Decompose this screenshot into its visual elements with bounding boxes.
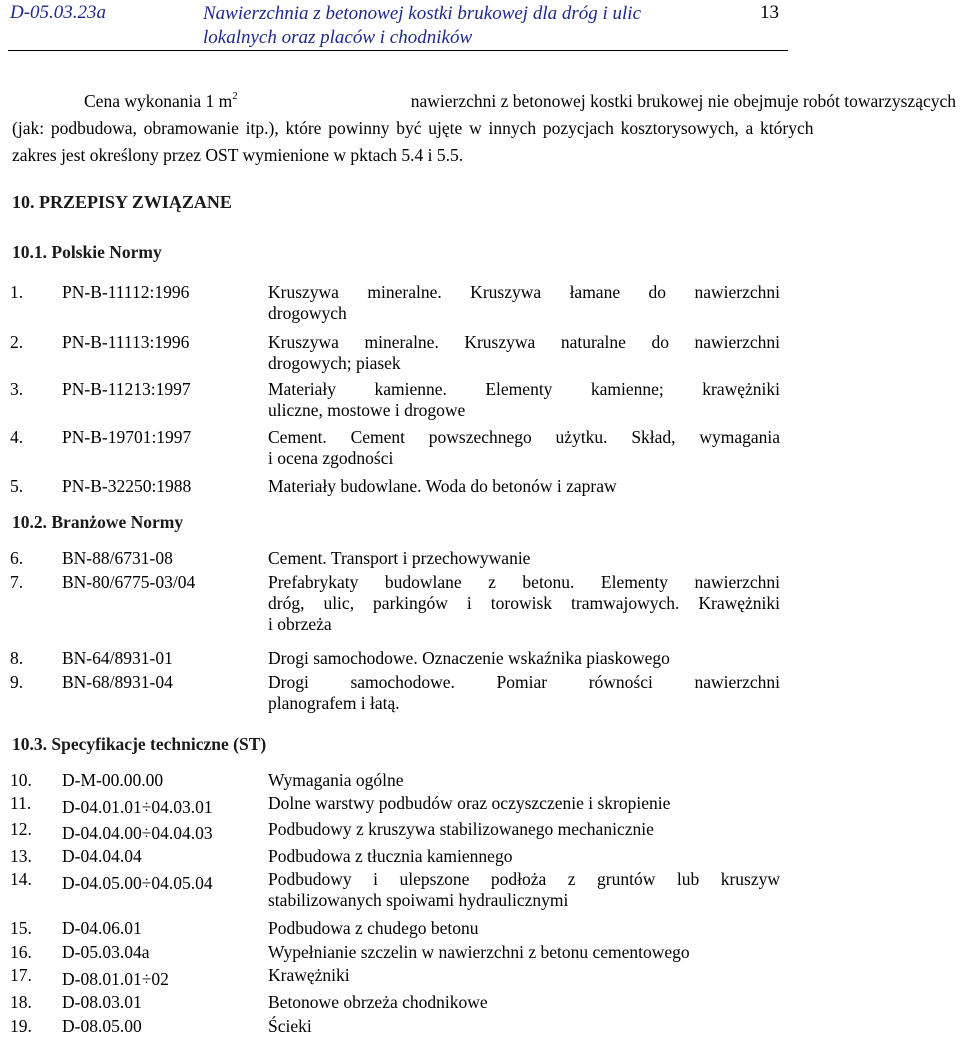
spec-code: D-04.04.00÷04.04.03 [62, 823, 213, 843]
norm-description [268, 548, 780, 569]
item-number: 5. [10, 476, 24, 496]
spec-description: Krawężniki [268, 965, 350, 985]
intro-text-b: nawierzchni z betonowej kostki brukowej nie obejmuje robót towarzyszących [410, 91, 956, 111]
spec-description: Betonowe obrzeża chodnikowe [268, 992, 488, 1012]
item-number: 14. [10, 869, 32, 889]
description-line: i ocena zgodności [268, 448, 394, 468]
description-line: stabilizowanych spoiwami hydraulicznymi [268, 890, 569, 910]
description-line: i obrzeża [268, 614, 332, 634]
item-number: 17. [10, 965, 32, 985]
norm-description [268, 476, 780, 497]
description-line: drogowych; piasek [268, 353, 401, 373]
spec-description [268, 869, 780, 911]
description-line: Podbudowy i ulepszone podłoża z gruntów lub kruszyw [268, 869, 780, 889]
item-number: 3. [10, 379, 24, 399]
item-number: 10. [10, 770, 32, 790]
item-number: 6. [10, 548, 24, 568]
intro-paragraph [12, 88, 956, 169]
item-number: 8. [10, 648, 24, 668]
description-line: Drogi samochodowe. Oznaczenie wskaźnika piaskowego [268, 648, 670, 668]
norm-code: PN-B-11213:1997 [62, 379, 191, 399]
document-title [203, 2, 641, 50]
description-line: Kruszywa mineralne. Kruszywa naturalne do nawierzchni [268, 332, 780, 352]
spec-code: D-08.05.00 [62, 1016, 142, 1036]
item-number: 2. [10, 332, 24, 352]
spec-description: Ścieki [268, 1016, 312, 1036]
item-number: 11. [10, 793, 32, 813]
item-number: 1. [10, 282, 24, 302]
intro-line-2 [12, 115, 956, 142]
item-number: 4. [10, 427, 24, 447]
section-heading-10: 10. PRZEPISY ZWIĄZANE [12, 192, 232, 212]
spec-code: D-04.04.04 [62, 846, 142, 866]
norm-description [268, 379, 780, 421]
item-number: 18. [10, 992, 32, 1012]
spec-description: Wymagania ogólne [268, 770, 404, 790]
document-code: D-05.03.23a [10, 2, 107, 23]
description-line: Cement. Transport i przechowywanie [268, 548, 531, 568]
description-line: Drogi samochodowe. Pomiar równości nawierzchni [268, 672, 780, 692]
norm-code: BN-88/6731-08 [62, 548, 173, 568]
spec-code: D-05.03.04a [62, 942, 150, 962]
norm-code: PN-B-32250:1988 [62, 476, 192, 496]
page-header [8, 2, 788, 51]
spec-code: D-08.01.01÷02 [62, 969, 169, 989]
document-title-line-2: lokalnych oraz placów i chodników [203, 27, 473, 48]
norm-description [268, 427, 780, 469]
spec-code: D-04.06.01 [62, 918, 142, 938]
spec-description: Wypełnianie szczelin w nawierzchni z betonu cementowego [268, 942, 690, 962]
description-line: Kruszywa mineralne. Kruszywa łamane do nawierzchni [268, 282, 780, 302]
description-line: Cement. Cement powszechnego użytku. Skład, wymagania [268, 427, 780, 447]
spec-code: D-M-00.00.00 [62, 770, 164, 790]
item-number: 9. [10, 672, 24, 692]
section-heading-10-1: 10.1. Polskie Normy [12, 242, 162, 262]
section-heading-10-2: 10.2. Branżowe Normy [12, 512, 184, 532]
norm-code: BN-68/8931-04 [62, 672, 173, 692]
norm-description [268, 572, 780, 635]
spec-description: Dolne warstwy podbudów oraz oczyszczenie i skropienie [268, 793, 671, 813]
intro-line-3: zakres jest określony przez OST wymienione w pktach 5.4 i 5.5. [12, 145, 464, 165]
item-number: 16. [10, 942, 32, 962]
intro-superscript: 2 [232, 90, 238, 102]
description-line: Materiały budowlane. Woda do betonów i zapraw [268, 476, 617, 496]
item-number: 15. [10, 918, 32, 938]
intro-line-1 [12, 88, 956, 115]
item-number: 19. [10, 1016, 32, 1036]
norm-code: BN-80/6775-03/04 [62, 572, 196, 592]
description-line: Prefabrykaty budowlane z betonu. Elementy nawierzchni [268, 572, 780, 592]
norm-code: PN-B-19701:1997 [62, 427, 192, 447]
description-line: dróg, ulic, parkingów i torowisk tramwajowych. Krawężniki [268, 593, 780, 613]
spec-description: Podbudowy z kruszywa stabilizowanego mechanicznie [268, 819, 654, 839]
intro-text-2: (jak: podbudowa, obramowanie itp.), które powinny być ujęte w innych pozycjach kosztorysowych, a których [12, 118, 814, 138]
item-number: 7. [10, 572, 24, 592]
spec-code: D-08.03.01 [62, 992, 142, 1012]
norm-code: PN-B-11112:1996 [62, 282, 190, 302]
norm-description [268, 282, 780, 324]
spec-description: Podbudowa z chudego betonu [268, 918, 479, 938]
description-line: Materiały kamienne. Elementy kamienne; krawężniki [268, 379, 780, 399]
document-title-line-1: Nawierzchnia z betonowej kostki brukowej dla dróg i ulic [203, 3, 642, 24]
page-number: 13 [760, 2, 779, 23]
norm-description [268, 648, 780, 669]
norm-code: BN-64/8931-01 [62, 648, 173, 668]
spec-description: Podbudowa z tłucznia kamiennego [268, 846, 513, 866]
norm-description [268, 672, 780, 714]
spec-code: D-04.05.00÷04.05.04 [62, 873, 213, 893]
section-heading-10-3: 10.3. Specyfikacje techniczne (ST) [12, 734, 267, 754]
description-line: planografem i łatą. [268, 693, 400, 713]
item-number: 13. [10, 846, 32, 866]
item-number: 12. [10, 819, 32, 839]
norm-description [268, 332, 780, 374]
description-line: drogowych [268, 303, 347, 323]
intro-text-a: Cena wykonania 1 m [84, 91, 233, 111]
spec-code: D-04.01.01÷04.03.01 [62, 797, 213, 817]
description-line: uliczne, mostowe i drogowe [268, 400, 466, 420]
norm-code: PN-B-11113:1996 [62, 332, 190, 352]
